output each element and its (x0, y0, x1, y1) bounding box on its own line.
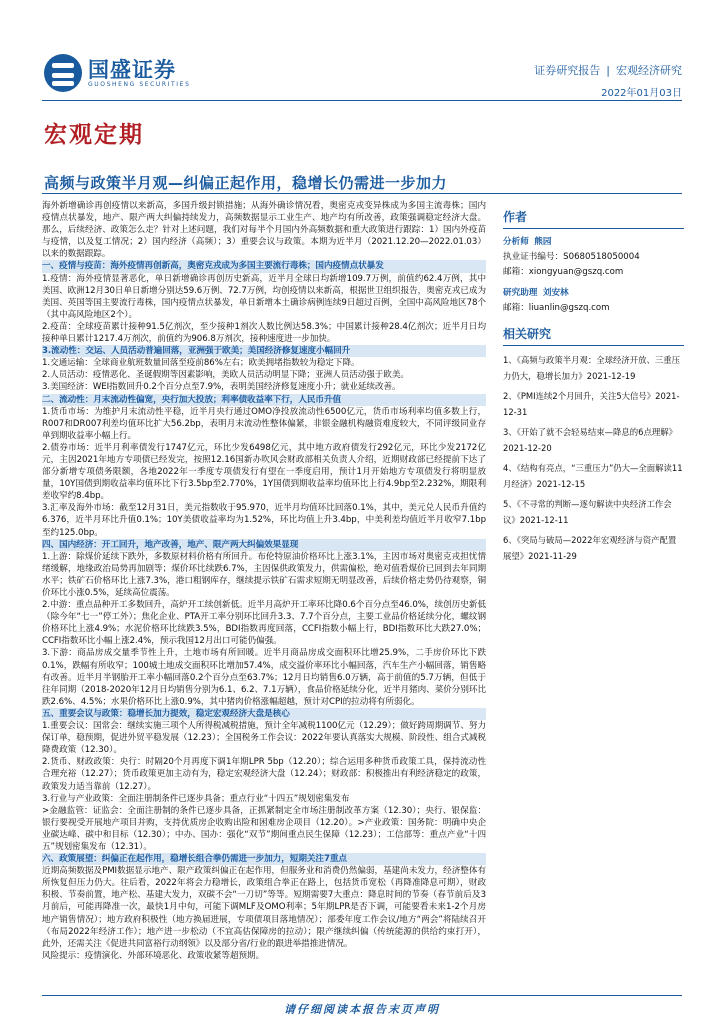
brand-name-en: GUOSHENG SECURITIES (88, 80, 191, 88)
related-heading: 相关研究 (503, 325, 684, 346)
assistant-row (503, 286, 684, 300)
assistant-label: 研究助理 (503, 288, 538, 298)
section-heading: 五、重要会议与政策：稳增长加力提效，稳定宏观经济大盘是核心 (42, 708, 486, 720)
body-paragraph: 1.重要会议：国常会：继续实施三项个人所得税减税措施，预计全年减税1100亿元（12.29）；做好跨周期调节、努力保订单，稳预期，促进外贸平稳发展（12.23）；全国税务工作会议：2022年要认真落实大规模、阶段性、组合式减税降费政策（12.30）。 (42, 721, 486, 756)
cert-row (503, 250, 684, 264)
assistant-email-row (503, 301, 684, 315)
section-heading: 3.流动性：交运、人员活动普遍回落，亚洲强于欧美；美国经济修复速度小幅回升 (42, 345, 486, 357)
body-paragraph: 3.行业与产业政策：全面注册制条件已逐步具备；重点行业“十四五”规划密集发布 (42, 793, 350, 804)
assistant-email[interactable]: liuanlin@gszq.com (528, 303, 610, 313)
report-title: 高频与政策半月观—纠偏正起作用，稳增长仍需进一步加力 (44, 174, 448, 192)
brand-name: 国盛证券 (88, 57, 176, 82)
related-list (503, 352, 684, 564)
body-paragraph: 3.下游：商品房成交量季节性上升，土地市场有所回暖。近半月商品房成交面积环比增25.9%，二手房价环比下跌0.1%，跌幅有所收窄；100城土地成交面积环比增加57.4%，成交溢价率环比小幅回落，汽车生产小幅回落，销售略有改善。近半月半钢胎开工率小幅回落0.2个百分点至63.7%；12月日均销售6.0万辆，高于前值的5.7万辆，但低于往年同期（2018-2020年12月日均销售分别为6.1、6.2、7.1万辆），食品价格延续分化，近半月猪肉、菜价分别环比跌2.6%、4.5%；水果价格环比上涨0.9%，其中猪肉价格涨幅超越，预计对CPI的拉动将有所弱化。 (42, 648, 486, 707)
report-header (534, 62, 682, 78)
body-paragraph: 3.美国经济：WEI指数回升0.2个百分点至7.9%，表明美国经济修复速度小升；就业延续改善。 (42, 382, 401, 393)
section-heading: 一、疫情与疫苗：海外疫情再创新高，奥密克戎成为多国主要流行毒株；国内疫情点状暴发 (42, 260, 486, 272)
related-item[interactable]: 6、《突局与破局—2022年宏观经济与资产配置展望》2021-11-29 (503, 535, 677, 561)
analyst-email-row (503, 265, 684, 279)
analyst-email[interactable]: xiongyuan@gszq.com (528, 267, 624, 277)
body-paragraph: >金融监管：证监会：全面注册制的条件已逐步具备，正抓紧制定全市场注册制改革方案（12.30）；央行、银保监：银行要视受开展地产项目并购，支持优质房企收购出险和困难房企项目（12.20）。>产业政策：国务院：明确中央企业碳达峰、碳中和目标（12.30）；中办、国办：强化“双节”期间重点民生保障（12.23）；工信部等：重点产业“十四五”规划密集发布（12.31）。 (42, 805, 486, 852)
cert-label: 执业证书编号： (503, 252, 564, 262)
body-paragraph: 2.货币、财政政策：央行：时隔20个月再度下调1年期LPR 5bp（12.20）；综合运用多种货币政策工具，保持流动性合理充裕（12.27）；货币政策更加主动有为，稳定宏观经济大盘（12.24）；财政部：积极推出有利经济稳定的政策，政策发力适当靠前（12.27）。 (42, 757, 486, 792)
report-body (42, 200, 486, 988)
body-paragraph: 海外新增确诊再创疫情以来新高，多国升级封锁措施；从海外确诊情况看，奥密克戎变异株成为多国主流毒株；国内疫情点状暴发，地产、限产两大纠偏持续发力，高频数据显示工业生产、地产均有所改善，政策强调稳定经济大盘。那么，后续经济、政策怎么走？针对上述问题，我们对每半个月国内外高频数据和重大政策进行跟踪：1）国内外疫苗与疫情，以及复工情况；2）国内经济（高频）；3）重要会议与政策。本期为近半月（2021.12.20—2022.01.03）以来的数据跟踪。 (42, 201, 486, 260)
email-label: 邮箱： (503, 303, 529, 313)
report-type: 证券研究报告 (534, 64, 601, 77)
analyst-name: 熊园 (534, 237, 552, 247)
related-item[interactable]: 3、《开始了就不会轻易结束—降息的6点理解》2021-12-20 (503, 427, 677, 453)
body-paragraph: 2.债券市场：近半月利率债发行1747亿元，环比少发6498亿元，其中地方政府债发行292亿元，环比少发2172亿元，主因2021年地方专项债已经发完，按照12.16国新办吹风会财政部相关负责人介绍，近期财政部已经提前下达了部分新增专项债务限额，各地2022年一季度专项债发行有望在一季度启用，预计1月开始地方专项债发行将明显放量，10Y国债到期收益率均值环比下行3.5bp至2.770%，1Y国债到期收益率均值环比上行4.9bp至2.232%，期限利差收窄约8.4bp。 (42, 442, 486, 502)
brand-logo (44, 54, 190, 92)
authors-heading: 作者 (503, 208, 684, 229)
body-paragraph: 2.中游：重点品种开工多数回升，高炉开工续创新低。近半月高炉开工率环比降0.6个百分点至46.0%，续创历史新低（除今年“七一”停工外）；焦化企业、PTA开工率分别环比回升3.3、7.7个百分点，主要工业品价格延续分化，螺纹钢价格环比上涨4.9%；水泥价格环比续跌3.5%，BDI指数再度回落，CCFI指数小幅上行，BDI指数环比大跌27.0%；CCFI指数环比小幅上涨2.4%，预示我国12月出口可能仍偏强。 (42, 600, 486, 647)
analyst-label: 分析师 (503, 237, 529, 247)
brand-mark-icon (44, 54, 82, 92)
report-category: 宏观经济研究 (616, 64, 682, 77)
section-heading: 二、流动性：月末流动性偏宽，央行加大投放；利率债收益率下行，人民币升值 (42, 394, 486, 406)
report-date: 2022年01月03日 (601, 88, 682, 99)
related-item[interactable]: 5、《不寻常的判断—逐句解读中央经济工作会议》2021-12-11 (503, 499, 672, 525)
body-paragraph: 近期高频数据及PMI数据显示地产、限产政策纠偏正在起作用，但服务业和消费仍然偏弱，基建尚未发力，经济整体有所恢复但压力仍大。往后看，2022年将会力稳增长，政策组合拳正在路上，包括货币宽松（再降准降息可期），财政积极、节奏前置，地产松、基建大发力，双碳不会“一刀切”等等。短期需要7大重点：降息时间的节奏（春节前后及3月前后，可能再降准一次，最快1月中旬，可能下调MLF及OMO利率；5年期LPR是否下调，可能要看未来1-2个月房地产销售情况）；地方政府积极性（地方换届进展，专项债项目落地情况）；部委年度工作会议/地方“两会”将陆续召开（布局2022年经济工作）；地产进一步松动（不宜高估保障房的拉动）；限产继续纠偏（传统能源的供给约束打开），此外，还需关注《促进共同富裕行动纲领》以及部分省/行业的跟进举措推进情况。 (42, 866, 486, 949)
body-paragraph: 1.疫情：海外疫情显著恶化，单日新增确诊再创历史新高，近半月全球日均新增109.7万例，前值约62.4万例，其中美国、欧洲12月30日单日新增分别达59.6万例、72.7万例，均创疫情以来新高，根据世卫组织报告，奥密克戎已成为美国、英国等国主要流行毒株，国内疫情点状暴发，单日新增本土确诊病例连续9日超过百例，全国中高风险地区78个（其中高风险地区2个）。 (42, 273, 486, 320)
related-item[interactable]: 2、《PMI连续2个月回升，关注5大信号》2021-12-31 (503, 391, 680, 417)
cert-number: S0680518050004 (563, 252, 640, 262)
section-title: 宏观定期 (44, 121, 144, 148)
header-divider (42, 100, 682, 101)
footer-disclaimer: 请仔细阅读本报告末页声明 (284, 1003, 440, 1016)
sidebar (503, 208, 684, 568)
section-heading: 六、政策展望：纠偏正在起作用，稳增长组合拳仍需进一步加力，短期关注7重点 (42, 853, 486, 865)
footer-divider (42, 995, 682, 996)
body-paragraph: 1.交通运输：全球商业航班数量回落至疫前86%左右；欧美拥堵指数较为稳定下降。 (42, 358, 360, 369)
body-paragraph: 2.疫苗：全球疫苗累计接种91.5亿剂次，至少接种1剂次人数比例达58.3%；中国累计接种28.4亿剂次；近半月日均接种单日累计1217.4万剂次，前值约为906.8万剂次，接种速度进一步加快。 (42, 321, 486, 345)
body-paragraph: 3.汇率及海外市场：截至12月31日，美元指数收于95.970，近半月均值环比回落0.1%，其中，美元兑人民币升值约6.376，近半月环比升值0.1%；10Y美债收益率均为1.52%，环比均值上升3.4bp，中美利差均值近半月收窄7.1bp至约125.0bp。 (42, 503, 486, 538)
header-separator: | (606, 64, 610, 77)
email-label: 邮箱： (503, 267, 529, 277)
body-paragraph: 风险提示：疫情演化、外部环境恶化、政策收紧等超预期。 (42, 950, 265, 961)
analyst-row (503, 235, 684, 249)
section-heading: 四、国内经济：开工回升，地产改善，地产、限产两大纠偏效果显现 (42, 539, 486, 551)
body-paragraph: 2.人员活动：疫情恶化、圣诞假期等因素影响，美欧人员活动明显下降；亚洲人员活动强于欧美。 (42, 370, 409, 381)
assistant-name: 刘安林 (542, 288, 569, 298)
related-item[interactable]: 1、《高频与政策半月观：全球经济开放、三重压力仍大，稳增长加力》2021-12-19 (503, 355, 681, 381)
related-item[interactable]: 4、《结构有亮点，“三重压力”仍大—全面解读11月经济》2021-12-15 (503, 463, 683, 489)
body-paragraph: 1.上游：除煤价延续下跌外，多数原材料价格有所回升。布伦特原油价格环比上涨3.1%，主因市场对奥密克戎担忧情绪缓解，地缘政治局势再加剧等；煤价环比续跌6.7%，主因保供政策发力，供需偏松，绝对值看煤价已回到去年同期水平；铁矿石价格环比上涨7.3%，港口粗钢库存，继续提示铁矿石需求短期无明显改善，后续价格走势仍待观察，铜价环比小涨0.5%，延续高位震荡。 (42, 551, 486, 598)
body-paragraph: 1.货币市场：为维护月末流动性平稳，近半月央行通过OMO净投放流动性6500亿元，货币市场利率均值多数上行，R007和DR007利差均值环比扩大56.2bp，表明月末流动性整体偏紧，非银金融机构融资难度较大，不同评级同业存单到期收益率小幅上行。 (42, 406, 486, 441)
title-divider (42, 193, 682, 194)
